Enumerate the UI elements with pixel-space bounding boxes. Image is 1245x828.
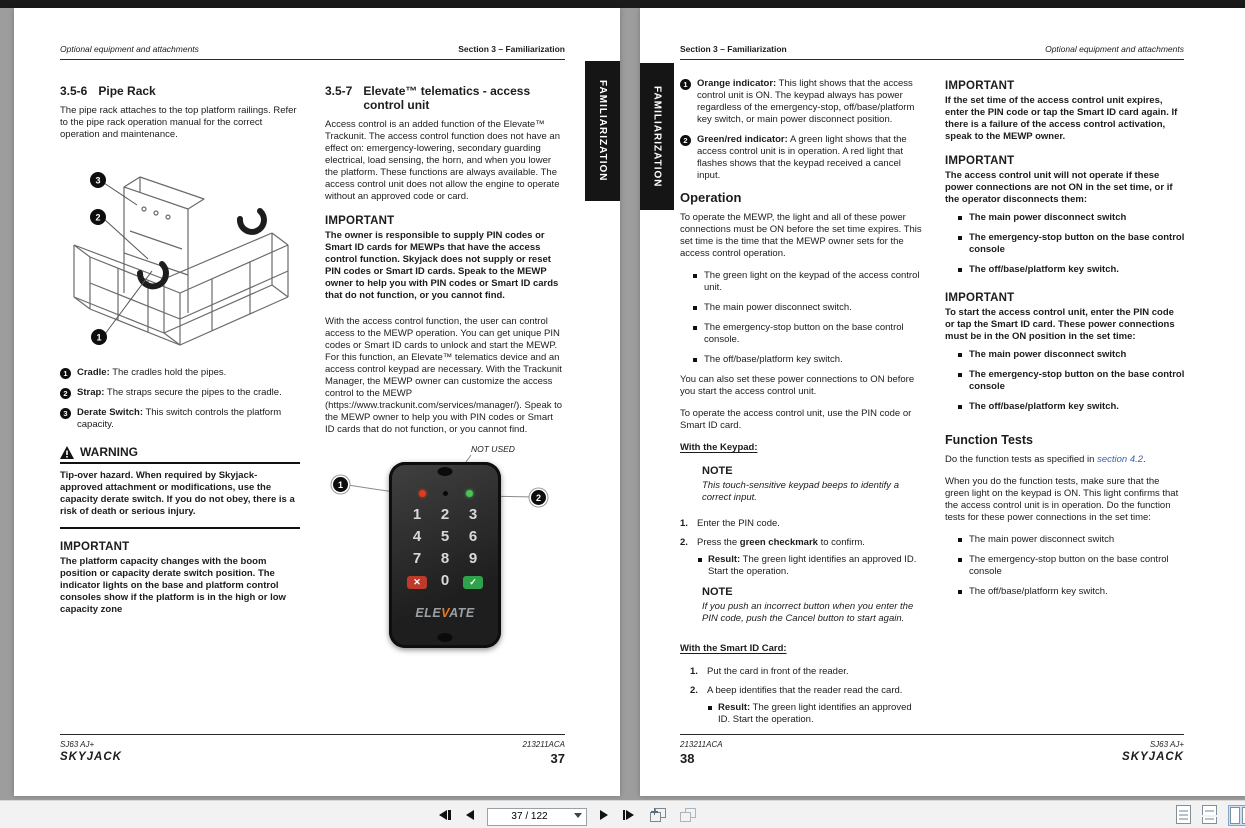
with-smart-id-heading: With the Smart ID Card:	[680, 643, 787, 654]
indicator-text: A green light shows that the access control unit is in operation. A red light that flashes shows that the keypad received a cancel input.	[697, 134, 907, 181]
important-title: IMPORTANT	[945, 155, 1015, 167]
callout-text: The cradles hold the pipes.	[112, 367, 227, 378]
keypad-step-1: 1. Enter the PIN code.	[680, 518, 780, 529]
important-body-2: The access control unit will not operate if these power connections are not ON in the set time, or if the operator disconnects them:	[945, 170, 1173, 205]
key-2: 2	[440, 506, 450, 523]
warning-triangle-icon	[60, 446, 74, 459]
important-bullet: The main power disconnect switch	[955, 349, 1185, 361]
callout-number: 2	[60, 388, 71, 399]
access-control-para-2: With the access control function, the user can control access to the MEWP operation. You can get unique PIN codes or Smart ID cards to unlock and start the MEWP. For this function, an Elevate™ telematics device and an access control keypad are necessary. With the Trackunit Manager, the MEWP owner can customize the access control to the MEWP (https://www.trackunit.com/services/manager/). Speak to the MEWP owner to help you with PIN codes or Smart ID cards that do not function, or you cannot find.	[325, 316, 563, 435]
first-page-icon	[439, 810, 447, 820]
keypad-keys	[403, 506, 487, 589]
operation-bullet: The emergency-stop button on the base control console.	[690, 322, 923, 346]
operation-bullet: The green light on the keypad of the access control unit.	[690, 270, 923, 294]
keypad-callout-2: 2	[531, 490, 546, 505]
indicator-item-green-red	[680, 134, 923, 182]
page-38-column-1	[680, 68, 923, 734]
key-3: 3	[468, 506, 478, 523]
pipe-cradles	[140, 211, 264, 286]
access-control-keypad	[389, 462, 501, 648]
section-number: 3.5-7	[325, 84, 353, 98]
callout-number: 3	[60, 408, 71, 419]
callout-1: 1	[96, 332, 102, 343]
with-keypad-heading: With the Keypad:	[680, 442, 758, 453]
note-title: NOTE	[702, 586, 733, 598]
function-tests-bullet: The emergency-stop button on the base control console	[955, 554, 1185, 578]
last-page-button[interactable]	[621, 806, 637, 824]
operation-bullet: The main power disconnect switch.	[690, 302, 923, 314]
section-4-2-link[interactable]: section 4.2	[1097, 454, 1144, 465]
header-right-text: Section 3 – Familiarization	[458, 44, 565, 54]
callout-label: Derate Switch:	[77, 407, 143, 418]
document-code: 213211ACA	[680, 740, 723, 749]
function-tests-heading: Function Tests	[945, 433, 1033, 447]
important-body: The owner is responsible to supply PIN codes or Smart ID cards for MEWPs that have the access control function. Skyjack does not supply or reset PIN codes or Smart ID cards. Speak to the MEWP owner to help you with PIN codes or Smart ID cards that do not function, or you cannot find.	[325, 230, 559, 301]
key-8: 8	[440, 550, 450, 567]
warning-title: WARNING	[80, 445, 138, 459]
callout-number: 1	[680, 79, 691, 90]
function-tests-para: When you do the function tests, make sure that the green light on the keypad is ON. This light confirms that the access control unit is in operation. Do the function tests for these power connections in the set time:	[945, 476, 1179, 523]
important-body-3: To start the access control unit, enter the PIN code or tap the Smart ID card. These power connections must be in the ON position in the set time:	[945, 307, 1175, 342]
page-navigation	[437, 804, 696, 826]
function-tests-link-line: Do the function tests as specified in section 4.2.	[945, 454, 1146, 465]
previous-page-button[interactable]	[464, 806, 476, 824]
elevate-logo: ELEVATE	[415, 606, 475, 620]
green-led	[466, 490, 473, 497]
section-title: Elevate™ telematics - access control unit	[363, 84, 531, 112]
callout-3: 3	[95, 175, 101, 186]
important-body-1: If the set time of the access control unit expires, enter the PIN code or tap the Smart ID card again. If there is a failure of the access control activation, speak to the MEWP owner.	[945, 95, 1178, 142]
header-right-text: Optional equipment and attachments	[1045, 44, 1184, 54]
indicator-text: This light shows that the access control unit is ON. The keypad always has power regardless of the emergency-stop, off/base/platform key switch, or main power disconnect position.	[697, 78, 915, 125]
page-38-column-2	[945, 68, 1185, 606]
header-left-text: Section 3 – Familiarization	[680, 44, 787, 54]
smart-id-result: Result: The green light identifies an approved ID. Start the operation.	[707, 702, 923, 726]
key-7: 7	[412, 550, 422, 567]
callout-item-strap	[60, 387, 300, 399]
important-title: IMPORTANT	[325, 215, 395, 227]
page-number-combobox[interactable]	[487, 806, 587, 824]
document-code: 213211ACA	[522, 740, 565, 749]
note-text: If you push an incorrect button when you enter the PIN code, push the Cancel button to start again.	[702, 601, 914, 624]
model-label: SJ63 AJ+	[1149, 740, 1184, 749]
callout-item-cradle	[60, 367, 300, 379]
indicator-label: Orange indicator:	[697, 78, 777, 89]
section-heading-3-5-6	[60, 84, 300, 98]
confirm-key: ✓	[463, 576, 483, 589]
page-number: 37	[550, 751, 565, 766]
next-page-button[interactable]	[598, 806, 610, 824]
pipe-rack-intro: The pipe rack attaches to the top platform railings. Refer to the pipe rack operation manual for the correct operation and maintenance.	[60, 105, 297, 140]
important-body: The platform capacity changes with the boom position or capacity derate switch position. The indicator lights on the base and platform control consoles show if the platform is in the high or low capacity zone	[60, 556, 286, 615]
key-9: 9	[468, 550, 478, 567]
page-number-input[interactable]	[487, 808, 587, 826]
key-5: 5	[440, 528, 450, 545]
operation-para-3: To operate the access control unit, use the PIN code or Smart ID card.	[680, 408, 912, 431]
section-title: Pipe Rack	[98, 84, 156, 98]
operation-bullet: The off/base/platform key switch.	[690, 354, 923, 366]
page-view-modes	[1176, 805, 1245, 826]
indicator-item-orange	[680, 78, 923, 126]
key-0: 0	[440, 572, 450, 589]
section-heading-3-5-7	[325, 84, 565, 112]
chevron-down-icon[interactable]	[574, 813, 582, 818]
next-page-icon	[600, 810, 608, 820]
important-title: IMPORTANT	[945, 292, 1015, 304]
page-37	[14, 8, 620, 796]
keypad-callout-1: 1	[333, 477, 348, 492]
top-strip	[0, 0, 1245, 8]
warning-body: Tip-over hazard. When required by Skyjack-approved attachment or modifications, use the capacity derate switch. If you do not obey, there is a risk of death or serious injury.	[60, 470, 295, 517]
note-block-2	[702, 586, 923, 625]
callout-item-derate-switch	[60, 407, 300, 431]
section-number: 3.5-6	[60, 84, 88, 98]
last-page-icon	[626, 810, 634, 820]
callout-label: Strap:	[77, 387, 105, 398]
key-6: 6	[468, 528, 478, 545]
callout-text: This switch controls the platform capacity.	[77, 407, 282, 430]
skyjack-logo: SKYJACK	[1122, 751, 1184, 763]
important-title: IMPORTANT	[945, 80, 1015, 92]
operation-para-2: You can also set these power connections to ON before you start the access control unit.	[680, 374, 915, 397]
skyjack-logo: SKYJACK	[60, 751, 122, 763]
keypad-figure	[325, 446, 565, 654]
page-37-footer	[60, 734, 565, 766]
indicator-label: Green/red indicator:	[697, 134, 788, 145]
not-used-label: NOT USED	[471, 444, 515, 454]
keypad-result: Result: The green light identifies an approved ID. Start the operation.	[697, 554, 923, 578]
continuous-view-button[interactable]	[1202, 805, 1217, 824]
page-38-footer	[680, 734, 1184, 766]
note-text: This touch-sensitive keypad beeps to identify a correct input.	[702, 480, 899, 503]
familiarization-tab-right[interactable]: FAMILIARIZATION	[640, 63, 674, 210]
access-control-para-1: Access control is an added function of the Elevate™ Trackunit. The access control function does not have an effect on: emergency-lowering, secondary guarding electrical, load sensing, the horn, and when you lower the platform. These functions are always available. The access control unit does not allow the engine to operate without an approved code or card.	[325, 119, 560, 202]
previous-page-icon	[466, 810, 474, 820]
cascade-windows-button[interactable]	[680, 808, 696, 822]
operation-para-1: To operate the MEWP, the light and all of these power connections must be ON before the set time expires. This set time is the time that the MEWP owner sets for the access control operation.	[680, 212, 922, 259]
first-page-button[interactable]	[437, 806, 453, 824]
note-block-1	[702, 465, 923, 504]
page-number: 38	[680, 751, 695, 766]
page-38	[640, 8, 1245, 796]
keypad-step-2: 2. Press the green checkmark to confirm.	[680, 537, 865, 548]
callout-text: The straps secure the pipes to the cradle.	[106, 387, 282, 398]
viewer-toolbar	[0, 800, 1245, 828]
single-page-view-button[interactable]	[1176, 805, 1191, 824]
important-bullet: The emergency-stop button on the base control console	[955, 232, 1185, 256]
callout-number: 1	[60, 368, 71, 379]
page-37-column-1	[60, 68, 300, 626]
red-led	[419, 490, 426, 497]
cancel-key: ✕	[407, 576, 427, 589]
key-4: 4	[412, 528, 422, 545]
facing-pages-view-button[interactable]	[1228, 805, 1245, 826]
screw-hole	[438, 467, 453, 476]
header-left-text: Optional equipment and attachments	[60, 44, 199, 54]
callout-label: Cradle:	[77, 367, 110, 378]
callout-2: 2	[95, 212, 101, 223]
new-window-button[interactable]	[650, 808, 666, 822]
note-title: NOTE	[702, 465, 733, 477]
page-37-header	[60, 44, 565, 60]
operation-heading: Operation	[680, 190, 742, 205]
page-37-column-2	[325, 68, 565, 654]
function-tests-bullet: The off/base/platform key switch.	[955, 586, 1185, 598]
pipe-rack-illustration	[60, 153, 300, 358]
important-bullet: The off/base/platform key switch.	[955, 264, 1185, 276]
important-title: IMPORTANT	[60, 541, 130, 553]
important-bullet: The off/base/platform key switch.	[955, 401, 1185, 413]
familiarization-tab-left[interactable]: FAMILIARIZATION	[585, 61, 620, 201]
smart-id-step-1: 1. Put the card in front of the reader.	[690, 666, 849, 677]
important-bullet: The emergency-stop button on the base control console	[955, 369, 1185, 393]
warning-block	[60, 445, 300, 529]
model-label: SJ63 AJ+	[60, 740, 95, 749]
smart-id-step-2: 2. A beep identifies that the reader read the card.	[690, 685, 903, 696]
important-bullet: The main power disconnect switch	[955, 212, 1185, 224]
key-1: 1	[412, 506, 422, 523]
center-hole	[443, 491, 448, 496]
page-38-header	[680, 44, 1184, 60]
function-tests-bullet: The main power disconnect switch	[955, 534, 1185, 546]
callout-number: 2	[680, 135, 691, 146]
screw-hole	[438, 633, 453, 642]
